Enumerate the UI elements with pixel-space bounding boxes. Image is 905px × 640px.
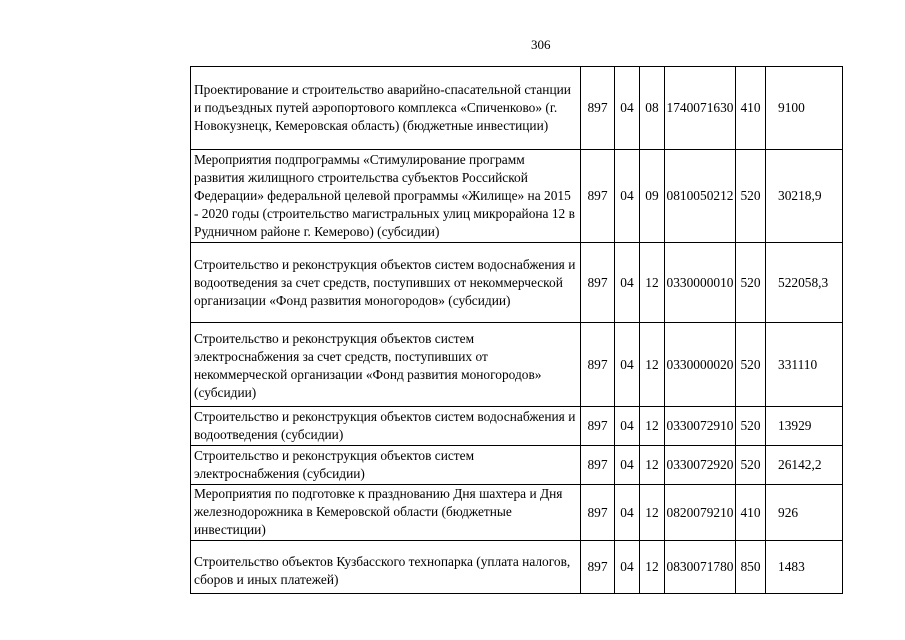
table-row (191, 323, 843, 407)
row-description: Мероприятия подпрограммы «Стимулирование программ развития жилищного строительства субъектов Российской Федерации» федеральной целевой программы «Жилище» на 2015 - 2020 годы (строительство магистральных улиц микрорайона 12 в Рудничном районе г. Кемерово) (субсидии) (191, 150, 581, 243)
target-article-code: 0330072920 (665, 446, 736, 485)
target-article-code: 0810050212 (665, 150, 736, 243)
section-code: 04 (615, 541, 640, 594)
row-description: Проектирование и строительство аварийно-спасательной станции и подъездных путей аэропортового комплекса «Спиченково» (г. Новокузнецк, Кемеровская область) (бюджетные инвестиции) (191, 67, 581, 150)
section-code: 04 (615, 407, 640, 446)
ministry-code: 897 (581, 243, 615, 323)
ministry-code: 897 (581, 67, 615, 150)
target-article-code: 0330000020 (665, 323, 736, 407)
expense-type-code: 520 (736, 150, 766, 243)
table-row (191, 541, 843, 594)
section-code: 04 (615, 67, 640, 150)
budget-table (190, 66, 843, 594)
table-row (191, 150, 843, 243)
target-article-code: 0830071780 (665, 541, 736, 594)
ministry-code: 897 (581, 541, 615, 594)
subsection-code: 08 (640, 67, 665, 150)
amount: 926 (766, 485, 843, 541)
amount: 9100 (766, 67, 843, 150)
ministry-code: 897 (581, 446, 615, 485)
row-description: Мероприятия по подготовке к празднованию Дня шахтера и Дня железнодорожника в Кемеровской области (бюджетные инвестиции) (191, 485, 581, 541)
table-row (191, 446, 843, 485)
subsection-code: 12 (640, 323, 665, 407)
amount: 331110 (766, 323, 843, 407)
amount: 30218,9 (766, 150, 843, 243)
expense-type-code: 520 (736, 323, 766, 407)
ministry-code: 897 (581, 407, 615, 446)
expense-type-code: 520 (736, 243, 766, 323)
row-description: Строительство и реконструкция объектов систем водоснабжения и водоотведения (субсидии) (191, 407, 581, 446)
expense-type-code: 410 (736, 67, 766, 150)
table-row (191, 485, 843, 541)
section-code: 04 (615, 446, 640, 485)
subsection-code: 12 (640, 407, 665, 446)
expense-type-code: 410 (736, 485, 766, 541)
expense-type-code: 520 (736, 446, 766, 485)
subsection-code: 09 (640, 150, 665, 243)
amount: 522058,3 (766, 243, 843, 323)
subsection-code: 12 (640, 541, 665, 594)
subsection-code: 12 (640, 485, 665, 541)
amount: 26142,2 (766, 446, 843, 485)
row-description: Строительство объектов Кузбасского технопарка (уплата налогов, сборов и иных платежей) (191, 541, 581, 594)
table-row (191, 243, 843, 323)
row-description: Строительство и реконструкция объектов систем водоснабжения и водоотведения за счет средств, поступивших от некоммерческой организации «Фонд развития моногородов» (субсидии) (191, 243, 581, 323)
target-article-code: 0330072910 (665, 407, 736, 446)
subsection-code: 12 (640, 446, 665, 485)
amount: 1483 (766, 541, 843, 594)
expense-type-code: 850 (736, 541, 766, 594)
target-article-code: 0330000010 (665, 243, 736, 323)
ministry-code: 897 (581, 485, 615, 541)
page-number: 306 (531, 37, 551, 52)
section-code: 04 (615, 243, 640, 323)
section-code: 04 (615, 485, 640, 541)
section-code: 04 (615, 323, 640, 407)
expense-type-code: 520 (736, 407, 766, 446)
target-article-code: 1740071630 (665, 67, 736, 150)
ministry-code: 897 (581, 323, 615, 407)
table-row (191, 67, 843, 150)
row-description: Строительство и реконструкция объектов систем электроснабжения (субсидии) (191, 446, 581, 485)
table-row (191, 407, 843, 446)
subsection-code: 12 (640, 243, 665, 323)
ministry-code: 897 (581, 150, 615, 243)
amount: 13929 (766, 407, 843, 446)
section-code: 04 (615, 150, 640, 243)
target-article-code: 0820079210 (665, 485, 736, 541)
row-description: Строительство и реконструкция объектов систем электроснабжения за счет средств, поступивших от некоммерческой организации «Фонд развития моногородов» (субсидии) (191, 323, 581, 407)
